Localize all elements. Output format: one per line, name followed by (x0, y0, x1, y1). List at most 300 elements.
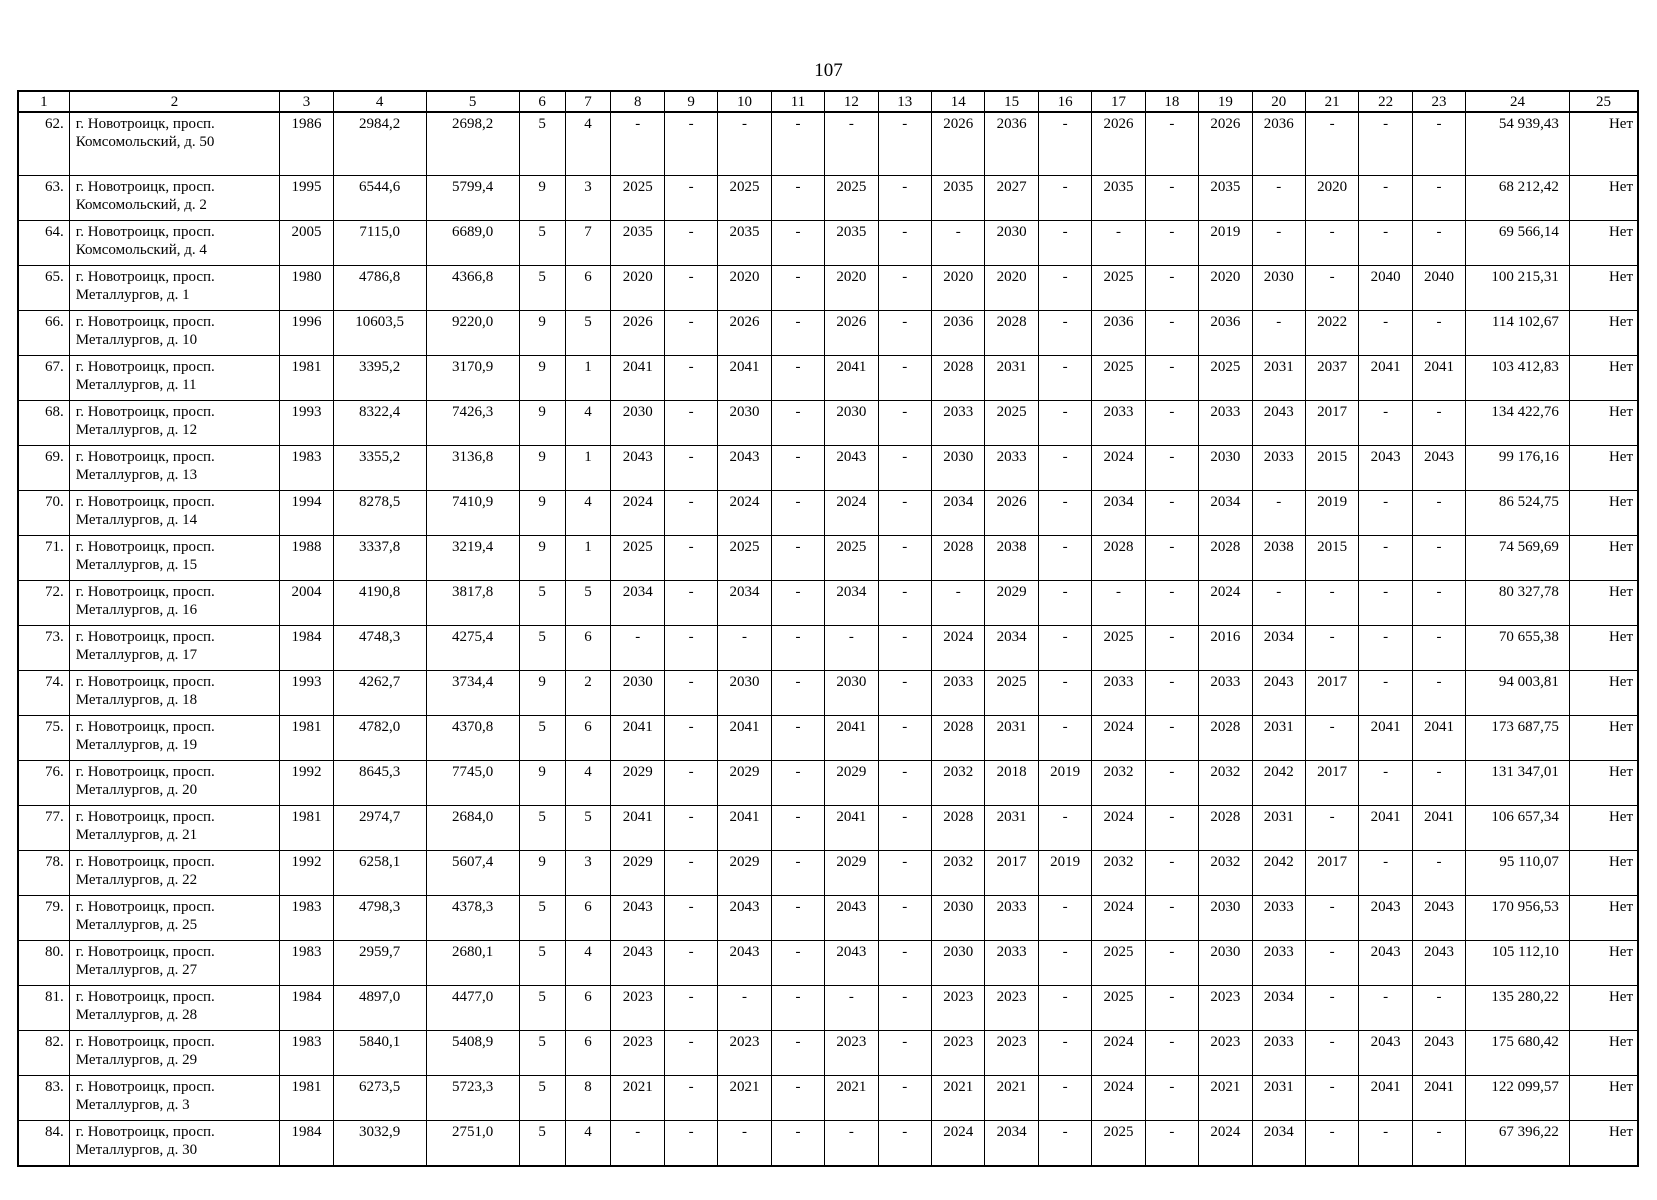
table-cell-col-9: - (664, 356, 717, 401)
table-cell-col-25: Нет (1569, 356, 1638, 401)
table-cell-col-2: г. Новотроицк, просп. Металлургов, д. 21 (69, 806, 280, 851)
table-cell-col-9: - (664, 941, 717, 986)
table-cell-col-25: Нет (1569, 1076, 1638, 1121)
table-cell-col-22: 2041 (1359, 806, 1412, 851)
table-cell-col-23: - (1412, 671, 1465, 716)
table-cell-col-7: 2 (565, 671, 611, 716)
table-cell-col-22: - (1359, 671, 1412, 716)
column-header-12: 12 (825, 91, 878, 112)
table-cell-col-17: 2024 (1092, 1031, 1145, 1076)
table-cell-col-14: 2034 (932, 491, 985, 536)
table-cell-col-23: - (1412, 761, 1465, 806)
table-row (18, 671, 1638, 716)
table-cell-col-20: 2033 (1252, 896, 1305, 941)
table-cell-col-7: 5 (565, 311, 611, 356)
column-header-17: 17 (1092, 91, 1145, 112)
table-cell-col-18: - (1145, 1121, 1198, 1167)
table-cell-col-9: - (664, 761, 717, 806)
table-cell-col-6: 5 (519, 581, 565, 626)
table-cell-col-7: 5 (565, 806, 611, 851)
table-cell-col-14: 2033 (932, 401, 985, 446)
table-cell-col-6: 5 (519, 112, 565, 176)
table-cell-col-24: 68 212,42 (1466, 176, 1570, 221)
table-cell-col-10: - (718, 112, 771, 176)
table-cell-col-25: Нет (1569, 806, 1638, 851)
column-header-19: 19 (1199, 91, 1252, 112)
table-cell-col-3: 1984 (280, 1121, 333, 1167)
table-cell-col-3: 1981 (280, 806, 333, 851)
table-cell-col-23: - (1412, 1121, 1465, 1167)
table-cell-col-16: 2019 (1038, 851, 1091, 896)
table-cell-col-18: - (1145, 581, 1198, 626)
table-cell-col-8: 2041 (611, 716, 664, 761)
table-row (18, 311, 1638, 356)
table-cell-col-12: 2043 (825, 446, 878, 491)
table-cell-col-10: - (718, 986, 771, 1031)
table-cell-col-9: - (664, 1076, 717, 1121)
table-cell-col-1: 74. (18, 671, 69, 716)
table-cell-col-17: 2032 (1092, 761, 1145, 806)
table-cell-col-16: - (1038, 896, 1091, 941)
table-cell-col-10: 2029 (718, 851, 771, 896)
table-cell-col-10: 2041 (718, 716, 771, 761)
table-cell-col-3: 1988 (280, 536, 333, 581)
table-cell-col-18: - (1145, 311, 1198, 356)
table-cell-col-4: 4786,8 (333, 266, 426, 311)
table-cell-col-25: Нет (1569, 1121, 1638, 1167)
table-cell-col-17: 2024 (1092, 1076, 1145, 1121)
table-cell-col-23: - (1412, 221, 1465, 266)
column-header-23: 23 (1412, 91, 1465, 112)
table-cell-col-12: 2041 (825, 356, 878, 401)
table-cell-col-10: 2029 (718, 761, 771, 806)
table-cell-col-3: 2005 (280, 221, 333, 266)
table-cell-col-19: 2033 (1199, 671, 1252, 716)
table-cell-col-22: - (1359, 311, 1412, 356)
table-cell-col-14: 2024 (932, 1121, 985, 1167)
table-cell-col-4: 7115,0 (333, 221, 426, 266)
table-cell-col-25: Нет (1569, 941, 1638, 986)
table-cell-col-11: - (771, 626, 824, 671)
table-cell-col-2: г. Новотроицк, просп. Металлургов, д. 1 (69, 266, 280, 311)
table-cell-col-6: 5 (519, 806, 565, 851)
table-cell-col-19: 2026 (1199, 112, 1252, 176)
table-cell-col-7: 3 (565, 176, 611, 221)
table-cell-col-13: - (878, 491, 931, 536)
table-cell-col-2: г. Новотроицк, просп. Металлургов, д. 29 (69, 1031, 280, 1076)
table-cell-col-3: 1986 (280, 112, 333, 176)
table-cell-col-25: Нет (1569, 311, 1638, 356)
table-cell-col-15: 2023 (985, 986, 1038, 1031)
table-cell-col-12: 2024 (825, 491, 878, 536)
table-cell-col-24: 69 566,14 (1466, 221, 1570, 266)
table-cell-col-24: 131 347,01 (1466, 761, 1570, 806)
table-cell-col-21: - (1305, 1031, 1358, 1076)
table-cell-col-14: - (932, 221, 985, 266)
column-header-14: 14 (932, 91, 985, 112)
table-cell-col-8: 2023 (611, 986, 664, 1031)
table-cell-col-22: - (1359, 851, 1412, 896)
table-cell-col-22: 2041 (1359, 716, 1412, 761)
column-header-10: 10 (718, 91, 771, 112)
table-cell-col-3: 1983 (280, 446, 333, 491)
table-cell-col-7: 4 (565, 491, 611, 536)
table-cell-col-2: г. Новотроицк, просп. Комсомольский, д. 4 (69, 221, 280, 266)
table-cell-col-8: 2043 (611, 446, 664, 491)
table-cell-col-15: 2036 (985, 112, 1038, 176)
table-row (18, 112, 1638, 176)
table-row (18, 626, 1638, 671)
table-cell-col-1: 77. (18, 806, 69, 851)
table-cell-col-15: 2034 (985, 626, 1038, 671)
table-cell-col-3: 1993 (280, 671, 333, 716)
table-cell-col-23: 2041 (1412, 716, 1465, 761)
table-cell-col-4: 4262,7 (333, 671, 426, 716)
table-cell-col-5: 7410,9 (426, 491, 519, 536)
table-cell-col-5: 4477,0 (426, 986, 519, 1031)
table-cell-col-20: 2043 (1252, 671, 1305, 716)
table-cell-col-22: - (1359, 491, 1412, 536)
table-cell-col-1: 81. (18, 986, 69, 1031)
table-row (18, 986, 1638, 1031)
table-row (18, 716, 1638, 761)
table-cell-col-10: 2030 (718, 671, 771, 716)
table-cell-col-17: 2024 (1092, 896, 1145, 941)
table-cell-col-15: 2018 (985, 761, 1038, 806)
table-cell-col-12: 2023 (825, 1031, 878, 1076)
table-cell-col-7: 4 (565, 112, 611, 176)
table-cell-col-25: Нет (1569, 176, 1638, 221)
table-cell-col-5: 2751,0 (426, 1121, 519, 1167)
table-cell-col-10: - (718, 626, 771, 671)
table-cell-col-10: 2043 (718, 446, 771, 491)
table-cell-col-4: 5840,1 (333, 1031, 426, 1076)
table-cell-col-5: 5607,4 (426, 851, 519, 896)
table-cell-col-18: - (1145, 986, 1198, 1031)
column-header-7: 7 (565, 91, 611, 112)
table-cell-col-20: 2034 (1252, 1121, 1305, 1167)
table-cell-col-5: 7426,3 (426, 401, 519, 446)
table-cell-col-1: 64. (18, 221, 69, 266)
table-cell-col-24: 70 655,38 (1466, 626, 1570, 671)
table-cell-col-17: 2033 (1092, 401, 1145, 446)
table-cell-col-15: 2026 (985, 491, 1038, 536)
table-cell-col-18: - (1145, 1031, 1198, 1076)
table-cell-col-21: - (1305, 581, 1358, 626)
column-header-3: 3 (280, 91, 333, 112)
table-row (18, 851, 1638, 896)
table-row (18, 536, 1638, 581)
table-row (18, 176, 1638, 221)
table-cell-col-9: - (664, 176, 717, 221)
table-cell-col-25: Нет (1569, 671, 1638, 716)
table-cell-col-14: 2028 (932, 356, 985, 401)
table-cell-col-17: 2034 (1092, 491, 1145, 536)
table-cell-col-7: 1 (565, 356, 611, 401)
table-cell-col-16: - (1038, 176, 1091, 221)
table-cell-col-22: - (1359, 986, 1412, 1031)
table-cell-col-15: 2033 (985, 446, 1038, 491)
table-cell-col-25: Нет (1569, 581, 1638, 626)
table-cell-col-10: 2041 (718, 356, 771, 401)
table-cell-col-13: - (878, 536, 931, 581)
table-cell-col-11: - (771, 1031, 824, 1076)
table-cell-col-20: - (1252, 221, 1305, 266)
table-cell-col-21: - (1305, 266, 1358, 311)
table-cell-col-11: - (771, 176, 824, 221)
table-cell-col-5: 4366,8 (426, 266, 519, 311)
table-cell-col-14: 2028 (932, 536, 985, 581)
table-body (18, 112, 1638, 1166)
table-cell-col-25: Нет (1569, 626, 1638, 671)
table-cell-col-9: - (664, 986, 717, 1031)
table-cell-col-13: - (878, 446, 931, 491)
table-cell-col-20: - (1252, 176, 1305, 221)
table-cell-col-16: - (1038, 581, 1091, 626)
table-cell-col-15: 2025 (985, 671, 1038, 716)
table-cell-col-3: 1981 (280, 1076, 333, 1121)
table-cell-col-3: 1981 (280, 356, 333, 401)
table-header-row (18, 91, 1638, 112)
table-cell-col-1: 73. (18, 626, 69, 671)
table-cell-col-5: 6689,0 (426, 221, 519, 266)
table-row (18, 896, 1638, 941)
table-cell-col-9: - (664, 112, 717, 176)
table-cell-col-15: 2033 (985, 941, 1038, 986)
table-cell-col-22: - (1359, 761, 1412, 806)
table-cell-col-18: - (1145, 176, 1198, 221)
table-cell-col-10: 2030 (718, 401, 771, 446)
table-row (18, 1031, 1638, 1076)
table-cell-col-15: 2031 (985, 806, 1038, 851)
table-cell-col-1: 68. (18, 401, 69, 446)
table-cell-col-21: - (1305, 716, 1358, 761)
column-header-4: 4 (333, 91, 426, 112)
table-cell-col-17: 2033 (1092, 671, 1145, 716)
table-cell-col-8: 2025 (611, 536, 664, 581)
table-cell-col-18: - (1145, 266, 1198, 311)
table-cell-col-14: 2020 (932, 266, 985, 311)
table-cell-col-25: Нет (1569, 221, 1638, 266)
table-cell-col-9: - (664, 221, 717, 266)
table-cell-col-4: 10603,5 (333, 311, 426, 356)
table-cell-col-10: 2025 (718, 176, 771, 221)
column-header-6: 6 (519, 91, 565, 112)
table-cell-col-17: 2025 (1092, 266, 1145, 311)
table-row (18, 356, 1638, 401)
table-cell-col-2: г. Новотроицк, просп. Металлургов, д. 19 (69, 716, 280, 761)
table-cell-col-10: 2026 (718, 311, 771, 356)
table-cell-col-11: - (771, 311, 824, 356)
table-row (18, 221, 1638, 266)
table-cell-col-8: 2030 (611, 401, 664, 446)
table-cell-col-7: 6 (565, 1031, 611, 1076)
table-cell-col-3: 1981 (280, 716, 333, 761)
table-cell-col-21: - (1305, 626, 1358, 671)
table-cell-col-18: - (1145, 851, 1198, 896)
table-cell-col-6: 5 (519, 1031, 565, 1076)
table-cell-col-17: 2025 (1092, 986, 1145, 1031)
table-cell-col-20: 2031 (1252, 356, 1305, 401)
table-cell-col-10: - (718, 1121, 771, 1167)
table-cell-col-3: 1983 (280, 941, 333, 986)
table-row (18, 581, 1638, 626)
table-cell-col-20: 2033 (1252, 1031, 1305, 1076)
table-cell-col-19: 2034 (1199, 491, 1252, 536)
table-row (18, 401, 1638, 446)
table-cell-col-22: - (1359, 401, 1412, 446)
table-cell-col-19: 2019 (1199, 221, 1252, 266)
table-cell-col-12: 2025 (825, 176, 878, 221)
table-cell-col-13: - (878, 581, 931, 626)
table-cell-col-1: 78. (18, 851, 69, 896)
table-cell-col-23: 2041 (1412, 806, 1465, 851)
table-cell-col-16: - (1038, 1031, 1091, 1076)
table-cell-col-16: - (1038, 221, 1091, 266)
table-cell-col-4: 2959,7 (333, 941, 426, 986)
table-cell-col-2: г. Новотроицк, просп. Металлургов, д. 16 (69, 581, 280, 626)
table-cell-col-18: - (1145, 716, 1198, 761)
table-cell-col-19: 2016 (1199, 626, 1252, 671)
table-cell-col-23: 2041 (1412, 1076, 1465, 1121)
table-cell-col-13: - (878, 941, 931, 986)
table-cell-col-18: - (1145, 1076, 1198, 1121)
table-cell-col-25: Нет (1569, 761, 1638, 806)
table-cell-col-1: 63. (18, 176, 69, 221)
table-cell-col-17: 2024 (1092, 716, 1145, 761)
table-cell-col-12: 2021 (825, 1076, 878, 1121)
table-cell-col-24: 80 327,78 (1466, 581, 1570, 626)
table-cell-col-23: 2041 (1412, 356, 1465, 401)
table-cell-col-9: - (664, 446, 717, 491)
table-cell-col-4: 4782,0 (333, 716, 426, 761)
table-cell-col-11: - (771, 1076, 824, 1121)
table-cell-col-12: 2029 (825, 851, 878, 896)
table-cell-col-21: 2022 (1305, 311, 1358, 356)
table-cell-col-21: 2015 (1305, 536, 1358, 581)
table-cell-col-16: - (1038, 446, 1091, 491)
table-cell-col-11: - (771, 986, 824, 1031)
table-cell-col-12: 2041 (825, 806, 878, 851)
table-cell-col-21: - (1305, 112, 1358, 176)
table-cell-col-4: 6258,1 (333, 851, 426, 896)
table-cell-col-10: 2034 (718, 581, 771, 626)
table-cell-col-15: 2021 (985, 1076, 1038, 1121)
table-cell-col-5: 3734,4 (426, 671, 519, 716)
table-cell-col-17: - (1092, 581, 1145, 626)
table-cell-col-11: - (771, 851, 824, 896)
table-cell-col-20: 2034 (1252, 986, 1305, 1031)
table-row (18, 266, 1638, 311)
table-cell-col-8: 2035 (611, 221, 664, 266)
table-cell-col-23: - (1412, 311, 1465, 356)
table-cell-col-7: 3 (565, 851, 611, 896)
table-cell-col-22: 2041 (1359, 1076, 1412, 1121)
table-cell-col-2: г. Новотроицк, просп. Металлургов, д. 14 (69, 491, 280, 536)
table-cell-col-11: - (771, 761, 824, 806)
table-cell-col-24: 99 176,16 (1466, 446, 1570, 491)
table-cell-col-14: 2024 (932, 626, 985, 671)
table-cell-col-13: - (878, 626, 931, 671)
table-cell-col-23: - (1412, 491, 1465, 536)
table-cell-col-23: 2043 (1412, 446, 1465, 491)
table-cell-col-18: - (1145, 356, 1198, 401)
table-cell-col-8: 2029 (611, 851, 664, 896)
table-cell-col-10: 2025 (718, 536, 771, 581)
table-cell-col-7: 4 (565, 1121, 611, 1167)
table-cell-col-1: 79. (18, 896, 69, 941)
table-cell-col-15: 2031 (985, 356, 1038, 401)
table-cell-col-7: 6 (565, 716, 611, 761)
table-cell-col-16: - (1038, 356, 1091, 401)
table-cell-col-19: 2032 (1199, 851, 1252, 896)
table-cell-col-6: 9 (519, 851, 565, 896)
table-cell-col-21: 2037 (1305, 356, 1358, 401)
table-cell-col-23: - (1412, 401, 1465, 446)
table-cell-col-19: 2033 (1199, 401, 1252, 446)
table-cell-col-8: 2043 (611, 941, 664, 986)
table-cell-col-1: 76. (18, 761, 69, 806)
table-cell-col-17: 2025 (1092, 356, 1145, 401)
table-cell-col-12: 2030 (825, 671, 878, 716)
table-cell-col-23: 2043 (1412, 1031, 1465, 1076)
table-cell-col-4: 4190,8 (333, 581, 426, 626)
table-cell-col-6: 5 (519, 626, 565, 671)
table-cell-col-6: 5 (519, 896, 565, 941)
table-cell-col-8: 2020 (611, 266, 664, 311)
page-number: 107 (814, 60, 843, 81)
table-cell-col-24: 67 396,22 (1466, 1121, 1570, 1167)
table-cell-col-5: 5408,9 (426, 1031, 519, 1076)
table-cell-col-2: г. Новотроицк, просп. Металлургов, д. 22 (69, 851, 280, 896)
table-cell-col-23: - (1412, 176, 1465, 221)
table-cell-col-10: 2041 (718, 806, 771, 851)
table-cell-col-9: - (664, 536, 717, 581)
column-header-24: 24 (1466, 91, 1570, 112)
table-cell-col-14: 2035 (932, 176, 985, 221)
table-cell-col-18: - (1145, 941, 1198, 986)
table-cell-col-3: 1996 (280, 311, 333, 356)
table-cell-col-2: г. Новотроицк, просп. Металлургов, д. 12 (69, 401, 280, 446)
table-cell-col-4: 6544,6 (333, 176, 426, 221)
table-cell-col-15: 2025 (985, 401, 1038, 446)
table-cell-col-6: 9 (519, 671, 565, 716)
table-cell-col-21: 2017 (1305, 401, 1358, 446)
table-cell-col-19: 2028 (1199, 716, 1252, 761)
table-cell-col-7: 4 (565, 401, 611, 446)
table-cell-col-15: 2033 (985, 896, 1038, 941)
table-cell-col-20: - (1252, 581, 1305, 626)
table-cell-col-2: г. Новотроицк, просп. Металлургов, д. 28 (69, 986, 280, 1031)
column-header-22: 22 (1359, 91, 1412, 112)
table-cell-col-11: - (771, 671, 824, 716)
table-cell-col-2: г. Новотроицк, просп. Металлургов, д. 11 (69, 356, 280, 401)
table-cell-col-17: 2028 (1092, 536, 1145, 581)
table-cell-col-20: 2036 (1252, 112, 1305, 176)
table-cell-col-6: 9 (519, 176, 565, 221)
table-cell-col-17: 2025 (1092, 941, 1145, 986)
table-cell-col-9: - (664, 401, 717, 446)
table-cell-col-20: 2043 (1252, 401, 1305, 446)
column-header-1: 1 (18, 91, 69, 112)
table-cell-col-17: 2025 (1092, 626, 1145, 671)
column-header-21: 21 (1305, 91, 1358, 112)
table-cell-col-10: 2043 (718, 941, 771, 986)
table-cell-col-19: 2024 (1199, 581, 1252, 626)
table-cell-col-22: 2041 (1359, 356, 1412, 401)
table-cell-col-15: 2030 (985, 221, 1038, 266)
table-cell-col-16: - (1038, 986, 1091, 1031)
